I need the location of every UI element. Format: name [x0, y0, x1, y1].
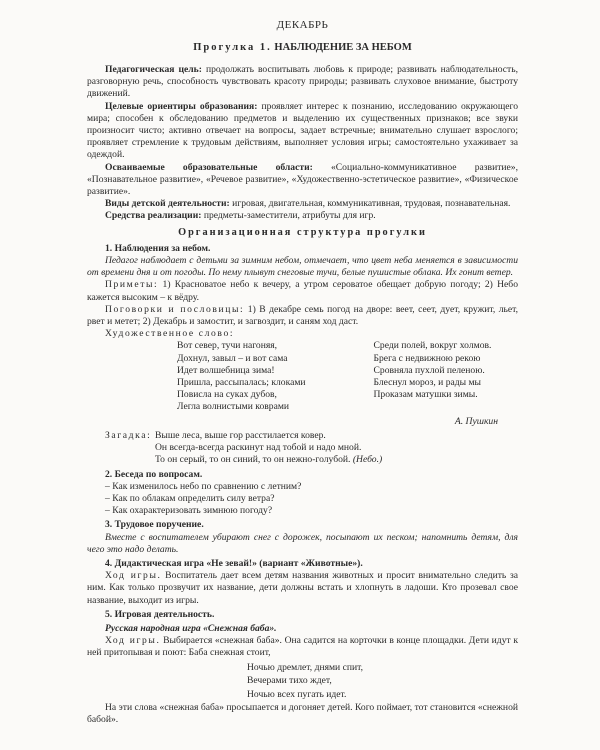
game-course-text: Воспитатель дает всем детям названия животных и просит внимательно следить за ним. Как только прозвучит их название, дети должны встать и хлопнуть в ладоши. Кто прозевал свое название, выходит из игры. — [87, 570, 518, 606]
page-header: ДЕКАБРЬ — [276, 19, 329, 31]
poem-author: А. Пушкин — [454, 415, 498, 427]
signs-label: Приметы: — [105, 279, 159, 291]
poem-line: Легла волнистыми коврами — [177, 401, 290, 413]
game-course-text: Выбирается «снежная баба». Она садится на корточки в конце площадки. Дети идут к ней притопывая и поют: Баба снежная стоит, — [87, 635, 518, 659]
question-item: – Как изменилось небо по сравнению с летним? — [105, 480, 302, 492]
song-line: Ночью всех пугать идет. — [247, 688, 347, 700]
riddle-line: Он всегда-всегда раскинут над тобой и надо мной. — [155, 442, 362, 454]
section-2-heading: 2. Беседа по вопросам. — [105, 468, 203, 480]
proverbs-text: 1) В декабре семь погод на дворе: веет, сеет, дует, кружит, льет, рвет и метет; 2) Декабрь и замостит, и загвоздит, и саням ход даст. — [87, 303, 519, 328]
org-structure-title: Организационная структура прогулки — [178, 226, 427, 238]
goal-activities — [87, 198, 518, 210]
goal-text: проявляет интерес к познанию, исследованию окружающего мира; способен к обследованию предметов и выделению их существенных признаков; все звуки произносит чисто; активно отвечает на вопросы, задает встречные; внимательно слушает взрослого; проявляет стремление к трудовым действиям, выполняет условия игры; самостоятельно ухаживает за одеждой. — [87, 100, 518, 161]
riddle-line — [155, 454, 382, 466]
question-item: – Как охарактеризовать зимнюю погоду? — [105, 505, 273, 517]
section-5-text — [87, 635, 518, 659]
poem-line: Брега с недвижною рекою — [373, 352, 481, 364]
goal-label: Осваиваемые образовательные области: — [105, 161, 313, 173]
walk-title-number: Прогулка 1. — [193, 42, 272, 53]
goals-block — [87, 64, 518, 223]
poem-line: Блеснул мороз, и рады мы — [373, 377, 481, 389]
song — [247, 661, 518, 702]
walk-title-text: НАБЛЮДЕНИЕ ЗА НЕБОМ — [274, 42, 412, 53]
riddle-body — [155, 430, 382, 467]
riddle — [87, 430, 518, 467]
goal-label: Педагогическая цель: — [105, 64, 202, 75]
section-4-text — [87, 570, 518, 607]
section-5-heading: 5. Игровая деятельность. — [105, 608, 215, 620]
goal-means — [87, 210, 518, 222]
proverbs-label: Поговорки и пословицы: — [105, 303, 245, 315]
goal-text: предметы-заместители, атрибуты для игр. — [201, 210, 376, 222]
section-3-text: Вместе с воспитателем убирают снег с дорожек, посыпают их песком; напомнить детям, для чего это надо делать. — [87, 531, 518, 555]
section-5-outro: На эти слова «снежная баба» просыпается и догоняет детей. Кого поймает, тот становится «снежной бабой». — [87, 702, 518, 726]
section-1-heading: 1. Наблюдения за небом. — [105, 242, 211, 254]
art-word-label: Художественное слово: — [105, 328, 235, 340]
poem-line: Среди полей, вокруг холмов. — [373, 340, 492, 352]
walk-title — [87, 42, 518, 64]
song-line: Ночью дремлет, днями спит, — [247, 661, 363, 673]
goal-targets — [87, 101, 518, 162]
goal-label: Средства реализации: — [105, 210, 202, 222]
poem-line: Проказам матушки зимы. — [373, 389, 478, 401]
poem-line: Сровняла пухлой пеленою. — [373, 364, 485, 376]
riddle-answer: (Небо.) — [352, 454, 383, 466]
goal-label: Виды детской деятельности: — [105, 198, 230, 210]
riddle-label: Загадка: — [105, 429, 152, 441]
poem-line: Пришла, рассыпалась; клоками — [177, 377, 306, 389]
goal-label: Целевые ориентиры образования: — [105, 100, 258, 112]
riddle-line: Выше леса, выше гор расстилается ковер. — [155, 429, 326, 441]
poem-line: Дохнул, завыл – и вот сама — [177, 352, 288, 364]
poem-column-right — [374, 340, 519, 413]
poem-line: Повисла на суках дубов, — [177, 389, 277, 401]
goal-text: продолжать воспитывать любовь к природе; развивать наблюдательность, разговорную речь, способность чувствовать красоту природы; развивать слуховое внимание, быстроту движений. — [87, 64, 518, 100]
section-5-subheading: Русская народная игра «Снежная баба». — [105, 622, 277, 634]
goal-areas — [87, 162, 518, 199]
goal-pedagogical — [87, 64, 518, 101]
goal-text: «Социально-коммуникативное развитие», «Познавательное развитие», «Речевое развитие», «Художественно-эстетическое развитие», «Физическое развитие». — [87, 161, 518, 198]
poem-column-left — [177, 340, 322, 413]
riddle-line-text: То он серый, то он синий, то он нежно-голубой. — [155, 454, 351, 466]
section-3-heading: 3. Трудовое поручение. — [105, 519, 204, 531]
poem-line: Вот север, тучи нагоняя, — [177, 340, 278, 352]
signs-text: 1) Красноватое небо к вечеру, а утром сероватое обещает добрую погоду; 2) Небо кажется высоким – к вёдру. — [87, 279, 518, 303]
section-1-intro: Педагог наблюдает с детьми за зимним небом, отмечает, что цвет неба меняется в зависимости от времени дня и от погоды. По нему плывут снеговые тучи, белые пушистые облака. Их гонит ветер. — [87, 255, 518, 279]
poem — [177, 340, 518, 413]
song-line: Вечерами тихо ждет, — [247, 675, 332, 687]
game-course-label: Ход игры. — [105, 570, 162, 582]
signs-paragraph — [87, 279, 518, 303]
question-item: – Как по облакам определить силу ветра? — [105, 492, 275, 504]
poem-line: Идет волшебница зима! — [177, 364, 275, 376]
game-course-label: Ход игры. — [105, 635, 161, 647]
proverbs-paragraph — [87, 304, 518, 328]
goal-text: игровая, двигательная, коммуникативная, трудовая, познавательная. — [229, 198, 511, 210]
section-4-heading: 4. Дидактическая игра «Не зевай!» (вариант «Животные»). — [105, 557, 363, 569]
